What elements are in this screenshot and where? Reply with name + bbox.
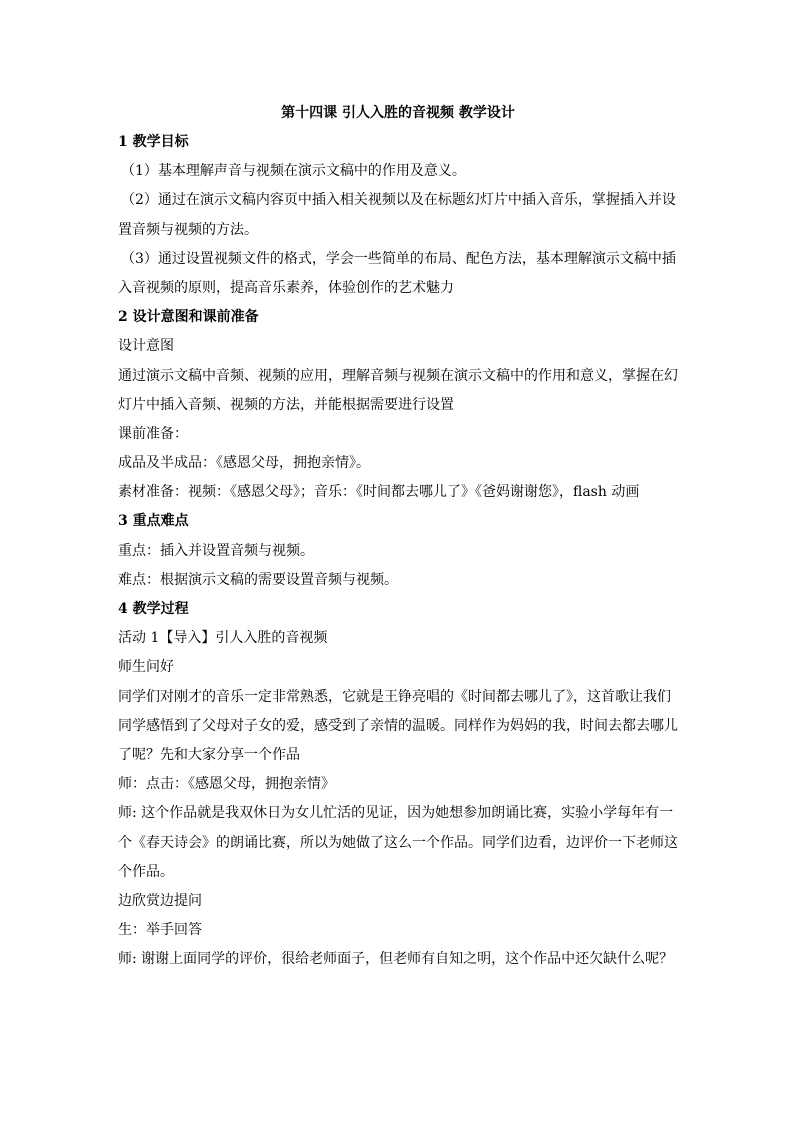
- paragraph-line: 入音视频的原则，提高音乐素养，体验创作的艺术魅力: [118, 279, 454, 296]
- paragraph-line: 师生问好: [118, 659, 174, 676]
- paragraph-line: （3）通过设置视频文件的格式，学会一些简单的布局、配色方法，基本理解演示文稿中插: [121, 250, 676, 267]
- document-body: [118, 128, 678, 974]
- paragraph-line: 同学们对刚才的音乐一定非常熟悉，它就是王铮亮唱的《时间都去哪儿了》，这首歌让我们: [118, 688, 671, 705]
- paragraph-line: （1）基本理解声音与视频在演示文稿中的作用及意义。: [121, 163, 466, 180]
- section-heading-objectives: 1 教学目标: [118, 134, 189, 150]
- section-heading-key-points: 3 重点难点: [118, 513, 189, 530]
- paragraph-line: 难点：根据演示文稿的需要设置音频与视频。: [118, 571, 398, 588]
- paragraph-line: 重点：插入并设置音频与视频。: [118, 542, 314, 559]
- paragraph-line: 活动 1【导入】引人入胜的音视频: [118, 630, 328, 647]
- paragraph-line: 边欣赏边提问: [118, 892, 202, 909]
- paragraph-line: 师: 这个作品就是我双休日为女儿忙活的见证，因为她想参加朗诵比赛，实验小学每年有一: [118, 805, 674, 822]
- paragraph-line: 个作品。: [118, 863, 174, 880]
- paragraph-line: 同学感悟到了父母对子女的爱，感受到了亲情的温暖。同样作为妈妈的我，时间去都去哪儿: [118, 717, 678, 734]
- paragraph-line: 设计意图: [118, 338, 174, 355]
- paragraph-line: 灯片中插入音频、视频的方法，并能根据需要进行设置: [118, 396, 454, 413]
- section-heading-process: 4 教学过程: [118, 601, 189, 617]
- paragraph-line: 师: 谢谢上面同学的评价，很给老师面子，但老师有自知之明，这个作品中还欠缺什么呢？: [118, 951, 674, 968]
- paragraph-line: （2）通过在演示文稿内容页中插入相关视频以及在标题幻灯片中插入音乐，掌握插入并设: [121, 192, 676, 209]
- paragraph-line: 通过演示文稿中音频、视频的应用，理解音频与视频在演示文稿中的作用和意义，掌握在幻: [118, 367, 678, 384]
- document-title: 第十四课 引人入胜的音视频 教学设计: [281, 105, 515, 121]
- paragraph-line: 了呢？先和大家分享一个作品: [118, 746, 300, 763]
- document-page: [118, 98, 678, 974]
- paragraph-line: 置音频与视频的方法。: [118, 221, 258, 238]
- paragraph-line: 师：点击：《感恩父母，拥抱亲情》: [118, 776, 335, 793]
- section-heading-design: 2 设计意图和课前准备: [118, 309, 259, 326]
- paragraph-line: 个《春天诗会》的朗诵比赛，所以为她做了这么一个作品。同学们边看，边评价一下老师这: [118, 834, 678, 851]
- paragraph-line: 生：举手回答: [118, 922, 202, 939]
- paragraph-line: 成品及半成品：《感恩父母，拥抱亲情》。: [118, 455, 370, 472]
- paragraph-line: 素材准备：视频：《感恩父母》；音乐：《时间都去哪儿了》《爸妈谢谢您》，flash 动画: [118, 484, 640, 501]
- paragraph-line: 课前准备：: [118, 425, 188, 442]
